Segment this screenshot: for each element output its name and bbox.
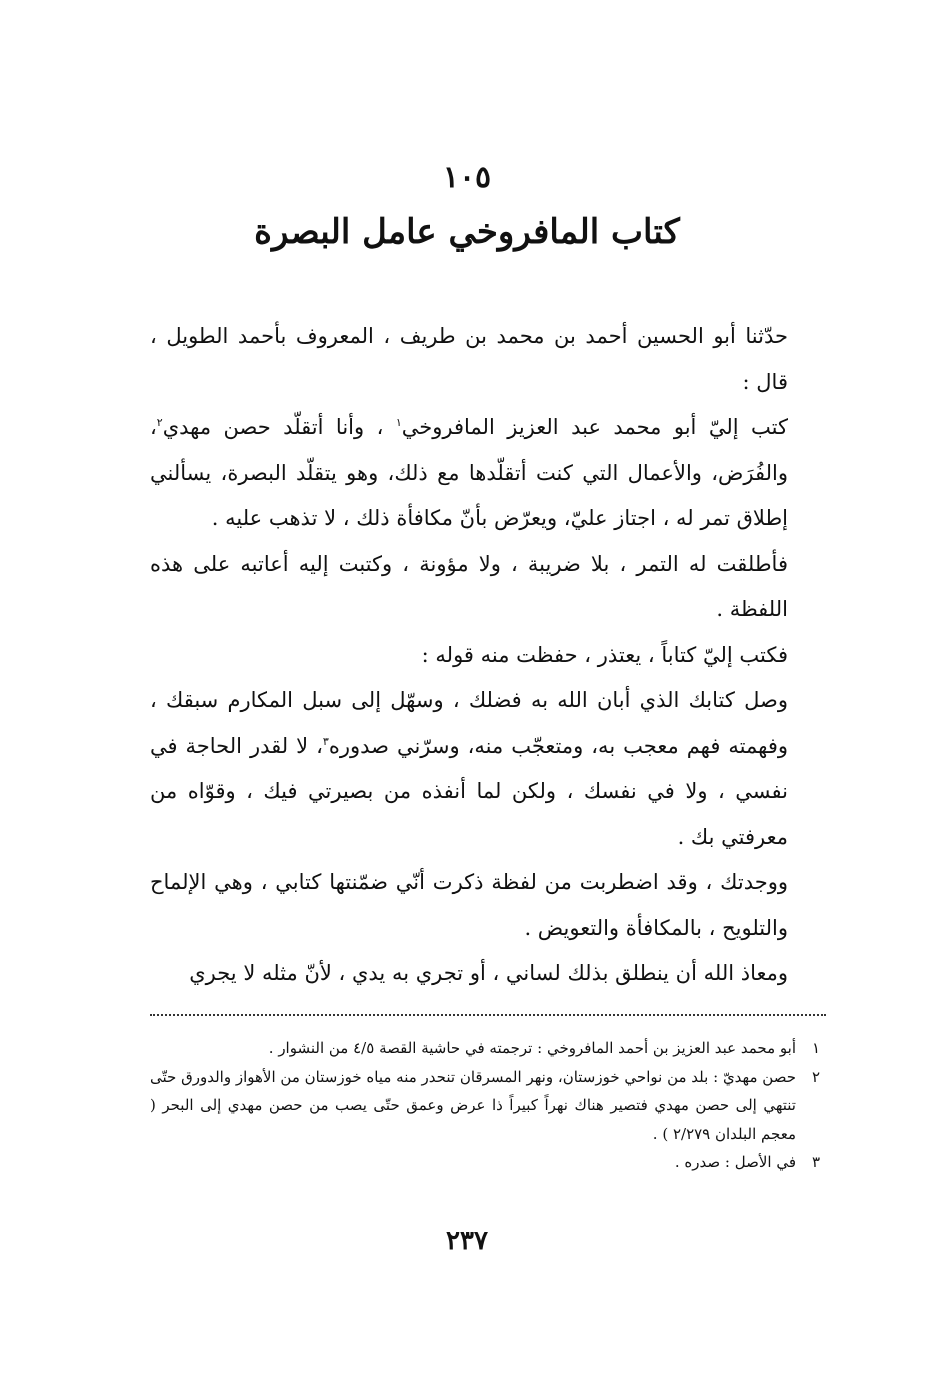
footnote-3: [150, 1148, 820, 1177]
page-number: ٢٣٧: [446, 1226, 488, 1256]
paragraph-1: حدّثنا أبو الحسين أحمد بن محمد بن طريف ، المعروف بأحمد الطويل ، قال :: [150, 324, 788, 394]
chapter-number: ١٠٥: [442, 160, 492, 195]
paragraph-3: فأطلقت له التمر ، بلا ضريبة ، ولا مؤونة ، وكتبت إليه أعاتبه على هذه اللفظة .: [150, 551, 788, 621]
paragraph-2-part-b: ، وأنا أتقلّد حصن مهدي: [162, 415, 396, 439]
paragraph-2: [150, 405, 788, 542]
footnote-text: حصن مهديّ : بلد من نواحي خوزستان، ونهر المسرقان تنحدر منه مياه خوزستان من الأهواز والدورق حتّى تنتهي إلى حصن مهدي فتصير هناك نهراً كبيراً ذا عرض وعمق حتّى يصب من حصن مهدي إلى البحر ( معجم البلدان ٢/٢٧٩ ) .: [150, 1067, 796, 1143]
footnote-1: [150, 1034, 820, 1063]
footnote-number: ٣: [811, 1153, 820, 1171]
paragraph-7: ومعاذ الله أن ينطلق بذلك لساني ، أو تجري به يدي ، لأنّ مثله لا يجري: [189, 961, 788, 985]
chapter-title: كتاب المافروخي عامل البصرة: [254, 212, 680, 252]
paragraph-5: [150, 678, 788, 860]
footnote-ref-2: ٢: [156, 416, 163, 429]
footnotes: [150, 1034, 820, 1177]
footnote-2: [150, 1063, 820, 1149]
footnote-ref-3: ٣: [322, 734, 329, 748]
paragraph-4: فكتب إليّ كتاباً ، يعتذر ، حفظت منه قوله :: [421, 642, 788, 667]
footnote-text: أبو محمد عبد العزيز بن أحمد المافروخي : ترجمته في حاشية القصة ٤/٥ من النشوار .: [268, 1039, 796, 1057]
footnote-text: في الأصل : صدره .: [674, 1153, 796, 1171]
footnote-divider: [150, 1014, 826, 1016]
paragraph-6: ووجدتك ، وقد اضطربت من لفظة ذكرت أنّي ضمّنتها كتابي ، وهي الإلماح والتلويح ، بالمكافأة والتعويض .: [150, 870, 788, 940]
paragraph-2-part-c: ، والفُرَض، والأعمال التي كنت أتقلّدها مع ذلك، وهو يتقلّد البصرة، يسألني إطلاق تمر له ، اجتاز عليّ، ويعرّض بأنّ مكافأة ذلك ، لا تذهب عليه .: [150, 415, 788, 530]
footnote-number: ١: [811, 1039, 820, 1057]
paragraph-5-part-a: وصل كتابك الذي أبان الله به فضلك ، وسهّل إلى سبل المكارم سبقك ، وفهمته فهم معجب به، ومتعجّب منه، وسرّني صدوره: [150, 688, 788, 758]
paragraph-2-part-a: كتب إليّ أبو محمد عبد العزيز المافروخي: [401, 415, 788, 439]
footnote-ref-1: ١: [395, 416, 402, 429]
main-text: [150, 314, 788, 997]
paragraph-5-part-b: ، لا لقدر الحاجة في نفسي ، ولا في نفسك ، ولكن لما أنفذه من بصيرتي فيك ، وقوّاه من معرفتي بك .: [150, 733, 788, 849]
footnote-number: ٢: [811, 1067, 820, 1086]
